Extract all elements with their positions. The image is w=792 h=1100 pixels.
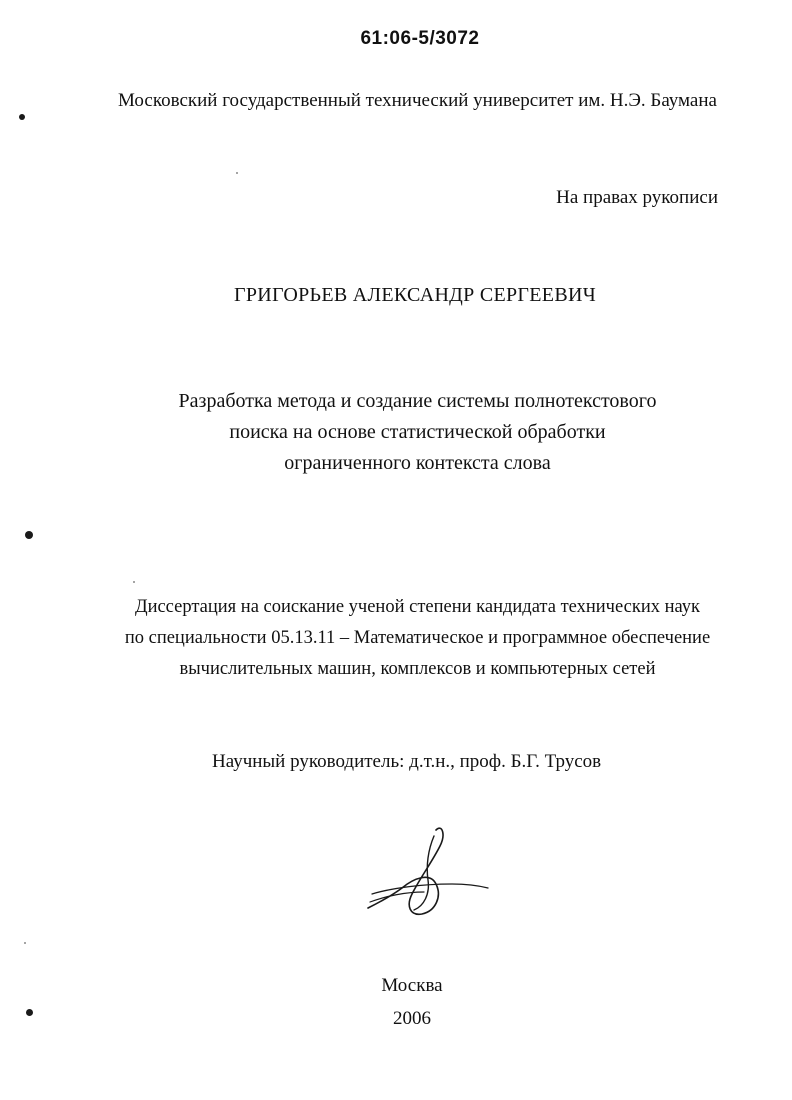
author-name: ГРИГОРЬЕВ АЛЕКСАНДР СЕРГЕЕВИЧ xyxy=(233,284,597,306)
scientific-supervisor: Научный руководитель: д.т.н., проф. Б.Г. Трусов xyxy=(212,751,602,772)
title-line-2: поиска на основе статистической обработки xyxy=(229,421,606,443)
handwritten-signature-icon xyxy=(362,822,492,922)
binder-hole-dot-icon xyxy=(26,1009,33,1016)
scan-speck xyxy=(24,942,26,944)
university-name: Московский государственный технический университет им. Н.Э. Баумана xyxy=(118,90,717,111)
archive-code: 61:06-5/3072 xyxy=(360,28,480,49)
binder-hole-dot-icon xyxy=(19,114,25,120)
scan-speck xyxy=(236,172,238,174)
description-line-3: вычислительных машин, комплексов и компьютерных сетей xyxy=(179,659,656,679)
description-line-1: Диссертация на соискание ученой степени кандидата технических наук xyxy=(134,597,701,617)
dissertation-description xyxy=(60,592,775,685)
title-line-3: ограниченного контекста слова xyxy=(284,452,551,474)
binder-hole-dot-icon xyxy=(25,531,33,539)
description-line-2: по специальности 05.13.11 – Математическое и программное обеспечение xyxy=(124,628,711,648)
city: Москва xyxy=(381,975,443,996)
dissertation-title xyxy=(60,386,775,479)
year: 2006 xyxy=(393,1008,431,1029)
manuscript-rights-note: На правах рукописи xyxy=(556,187,718,208)
scan-speck xyxy=(133,581,135,583)
title-line-1: Разработка метода и создание системы полнотекстового xyxy=(178,390,657,412)
